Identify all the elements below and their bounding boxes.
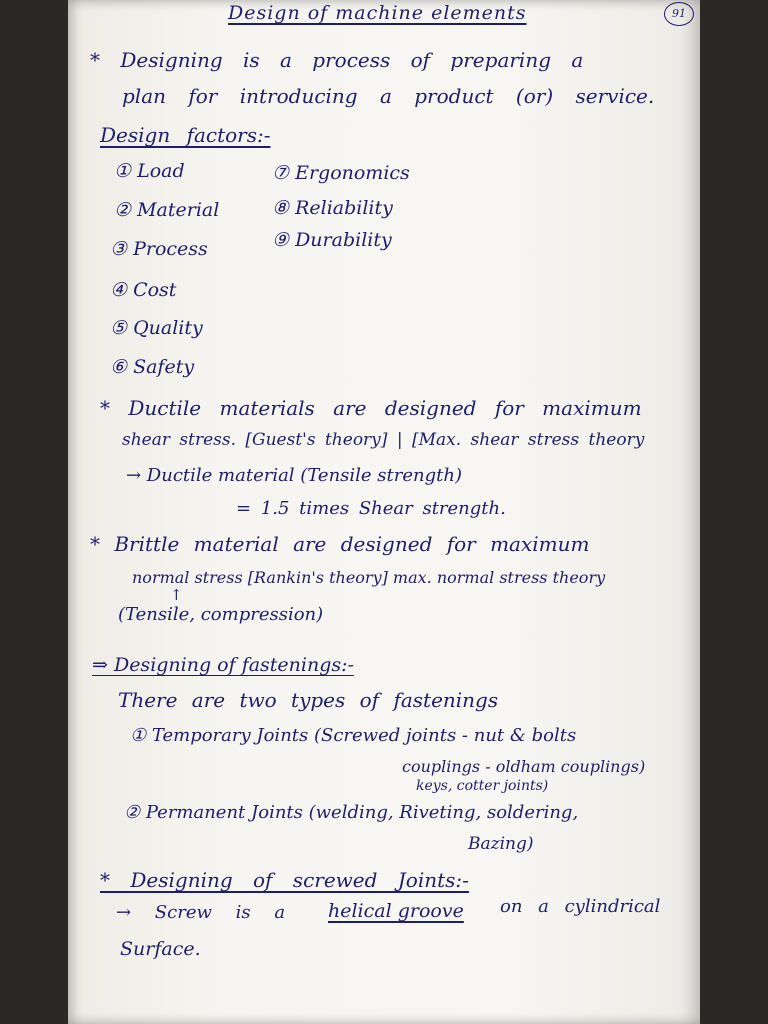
- factor-process: ③ Process: [110, 238, 208, 260]
- screw-definition-term: helical groove: [328, 900, 464, 922]
- screw-definition-pre: → Screw is a: [116, 902, 286, 923]
- factor-safety: ⑥ Safety: [110, 356, 195, 378]
- temporary-joints-line-2: couplings - oldham couplings): [402, 757, 646, 776]
- ductile-line-3: → Ductile material (Tensile strength): [126, 465, 462, 486]
- screw-definition-line-2: Surface.: [120, 938, 201, 960]
- permanent-joints-line-1: ② Permanent Joints (welding, Riveting, soldering,: [124, 802, 579, 823]
- intro-line-1: * Designing is a process of preparing a: [90, 48, 584, 72]
- temporary-joints-line-1: ① Temporary Joints (Screwed joints - nut & bolts: [130, 725, 577, 746]
- page-number: 91: [664, 2, 694, 26]
- factor-cost: ④ Cost: [110, 279, 177, 301]
- brittle-line-3: (Tensile, compression): [118, 604, 324, 625]
- screwed-joints-heading: * Designing of screwed Joints:-: [100, 868, 469, 892]
- ductile-line-1: * Ductile materials are designed for maximum: [100, 396, 642, 420]
- ductile-line-4: = 1.5 times Shear strength.: [236, 498, 506, 519]
- brittle-line-1: * Brittle material are designed for maximum: [90, 532, 590, 556]
- page-title: Design of machine elements: [228, 2, 527, 24]
- fastenings-intro: There are two types of fastenings: [118, 688, 499, 712]
- factor-reliability: ⑧ Reliability: [272, 197, 393, 219]
- intro-line-2: plan for introducing a product (or) service.: [122, 84, 655, 108]
- brittle-line-2: normal stress [Rankin's theory] max. normal stress theory: [132, 568, 606, 587]
- factor-ergonomics: ⑦ Ergonomics: [272, 162, 410, 184]
- factor-quality: ⑤ Quality: [110, 317, 203, 339]
- ductile-line-2: shear stress. [Guest's theory] | [Max. shear stress theory: [122, 430, 645, 450]
- factor-durability: ⑨ Durability: [272, 229, 392, 251]
- fastenings-heading: ⇒ Designing of fastenings:-: [92, 654, 354, 676]
- brittle-arrow: ↑: [170, 586, 183, 604]
- design-factors-heading: Design factors:-: [100, 123, 271, 147]
- permanent-joints-line-2: Bazing): [468, 834, 534, 854]
- factor-load: ① Load: [114, 160, 185, 182]
- factor-material: ② Material: [114, 199, 220, 221]
- screw-definition-post: on a cylindrical: [500, 896, 661, 917]
- temporary-joints-line-3: keys, cotter joints): [416, 778, 549, 794]
